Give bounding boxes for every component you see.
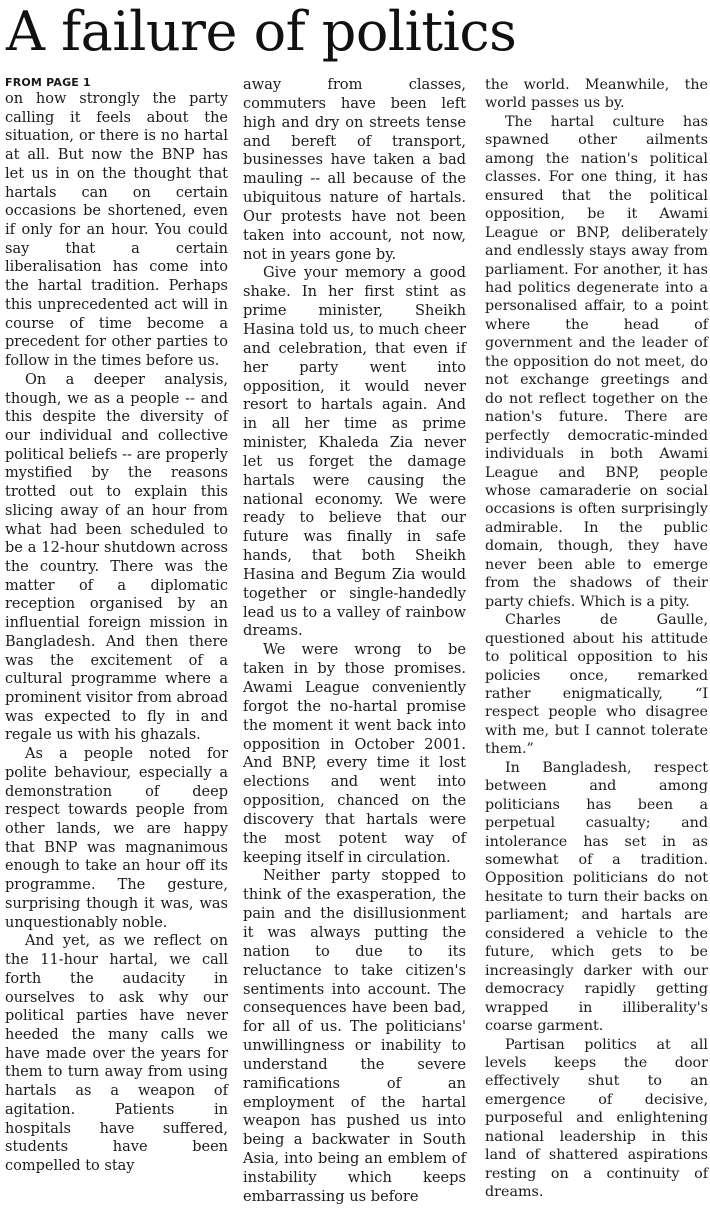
paragraph: On a deeper analysis, though, we as a people -- and this despite the diversity of our individual and collective political beliefs -- are properly mystified by the reasons trotted out to explain this slicing away of an hour from what had been scheduled to be a 12-hour shutdown across the country. There was the matter of a diplomatic reception organised by an influential foreign mission in Bangladesh. And then there was the excitement of a cultural programme where a prominent visitor from abroad was expected to fly in and regale us with his ghazals. <box>5 371 228 744</box>
paragraph: We were wrong to be taken in by those promises. Awami League conveniently forgot the no-hartal promise the moment it went back into opposition in October 2001. And BNP, every time it lost elections and went into opposition, chanced on the discovery that hartals were the most potent way of keeping itself in circulation. <box>243 641 466 866</box>
paragraph: And yet, as we reflect on the 11-hour hartal, we call forth the audacity in ourselves to ask why our political parties have never heeded the many calls we have made over the years for them to turn away from using hartals as a weapon of agitation. Patients in hospitals have suffered, students have been compelled to stay <box>5 933 228 1174</box>
paragraph: away from classes, commuters have been left high and dry on streets tense and bereft of transport, businesses have taken a bad mauling -- all because of the ubiquitous nature of hartals. Our protests have not been taken into account, not now, not in years gone by. <box>243 76 466 263</box>
paragraph: Partisan politics at all levels keeps the door effectively shut to an emergence of decisive, purposeful and enlightening national leadership in this land of shattered aspirations resting on a continuity of dreams. <box>485 1036 708 1201</box>
article-column-1 <box>5 76 228 1176</box>
article-column-3 <box>485 76 708 1202</box>
paragraph: Charles de Gaulle, questioned about his attitude to political opposition to his policies once, remarked rather enigmatically, “I respect people who disagree with me, but I cannot tolerate them.” <box>485 612 708 758</box>
paragraph: In Bangladesh, respect between and among politicians has been a perpetual casualty; and intolerance has set in as somewhat of a tradition. Opposition politicians do not hesitate to turn their backs on parliament; and hartals are considered a vehicle to the future, which gets to be increasingly darker with our democracy rapidly getting wrapped in illiberality's coarse garment. <box>485 759 708 1035</box>
paragraph: As a people noted for polite behaviour, especially a demonstration of deep respect towards people from other lands, we are happy that BNP was magnanimous enough to take an hour off its programme. The gesture, surprising though it was, was unquestionably noble. <box>5 746 228 931</box>
paragraph: Neither party stopped to think of the exasperation, the pain and the disillusionment it was always putting the nation to due to its reluctance to take citizen's sentiments into account. The consequences have been bad, for all of us. The politicians' unwillingness or inability to understand the severe ramifications of an employment of the hartal weapon has pushed us into being a backwater in South Asia, into being an emblem of instability which keeps embarrassing us before <box>243 867 466 1205</box>
paragraph: on how strongly the party calling it feels about the situation, or there is no hartal at all. But now the BNP has let us in on the thought that hartals can on certain occasions be shortened, even if only for an hour. You could say that a certain liberalisation has come into the hartal tradition. Perhaps this unprecedented act will in course of time become a precedent for other parties to follow in the times before us. <box>5 91 228 370</box>
continued-from-label: FROM PAGE 1 <box>5 76 91 89</box>
paragraph: Give your memory a good shake. In her first stint as prime minister, Sheikh Hasina told us, to much cheer and celebration, that even if her party went into opposition, it would never resort to hartals again. And in all her time as prime minister, Khaleda Zia never let us forget the damage hartals were causing the national economy. We were ready to believe that our future was finally in safe hands, that both Sheikh Hasina and Begum Zia would together or single-handedly lead us to a valley of rainbow dreams. <box>243 264 466 640</box>
paragraph: The hartal culture has spawned other ailments among the nation's political classes. For one thing, it has ensured that the political opposition, be it Awami League or BNP, deliberately and endlessly stays away from parliament. For another, it has had politics degenerate into a personalised affair, to a point where the head of government and the leader of the opposition do not meet, do not exchange greetings and do not reflect together on the nation's future. There are perfectly democratic-minded individuals in both Awami League and BNP, people whose camaraderie on social occasions is often surprisingly admirable. In the public domain, though, they have never been able to emerge from the shadows of their party chiefs. Which is a pity. <box>485 113 708 610</box>
article-column-2 <box>243 76 466 1207</box>
paragraph: the world. Meanwhile, the world passes us by. <box>485 77 708 112</box>
headline: A failure of politics <box>6 0 517 63</box>
